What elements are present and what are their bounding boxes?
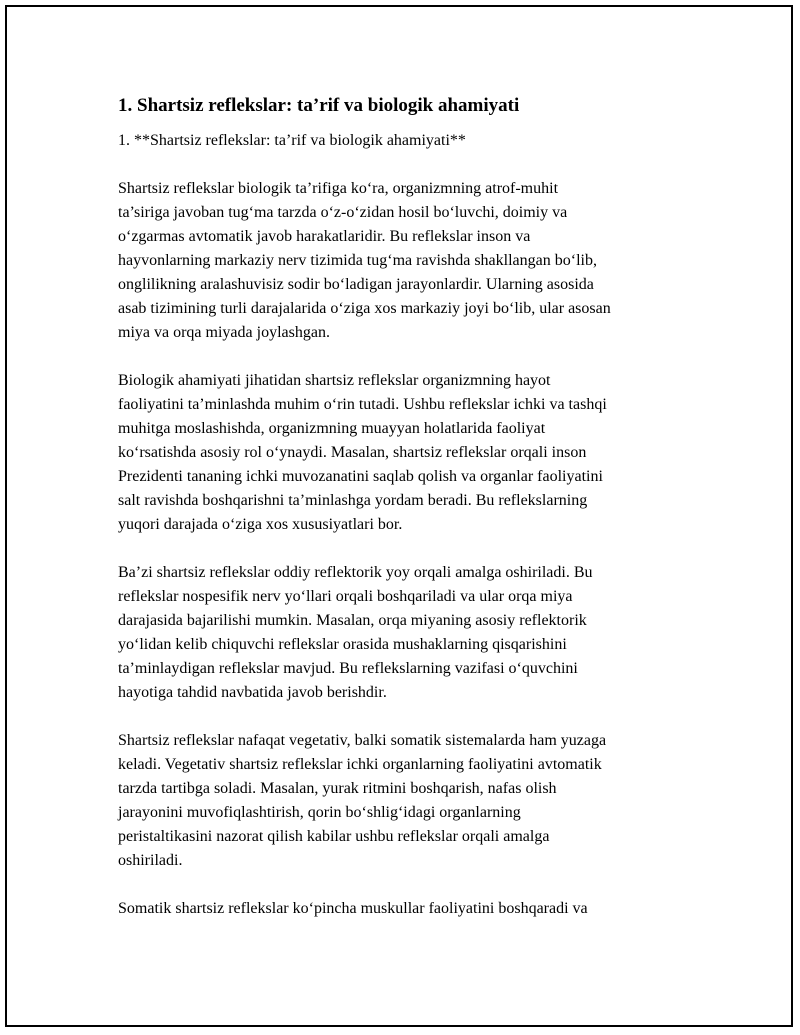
- text-line: Shartsiz reflekslar nafaqat vegetativ, balki somatik sistemalarda ham yuzaga: [118, 732, 607, 749]
- paragraph-biological-significance: [118, 369, 708, 537]
- document-body: [118, 93, 708, 945]
- text-line: o‘zgarmas avtomatik javob harakatlaridir. Bu reflekslar inson va: [118, 228, 531, 245]
- paragraph-reflex-arc: [118, 561, 708, 705]
- text-line: Prezidenti tananing ichki muvozanatini saqlab qolish va organlar faoliyatini: [118, 468, 603, 485]
- paragraph-somatic: [118, 897, 708, 921]
- text-line: salt ravishda boshqarishni ta’minlashga yordam beradi. Bu reflekslarning: [118, 492, 588, 509]
- text-line: onglilikning aralashuvisiz sodir bo‘ladigan jarayonlardir. Ularning asosida: [118, 276, 594, 293]
- section-heading: 1. Shartsiz reflekslar: ta’rif va biologik ahamiyati: [118, 95, 520, 116]
- paragraph-definition: [118, 177, 708, 345]
- paragraph-vegetative-somatic: [118, 729, 708, 873]
- text-line: Shartsiz reflekslar biologik ta’rifiga ko‘ra, organizmning atrof-muhit: [118, 180, 559, 197]
- text-line: reflekslar nospesifik nerv yo‘llari orqali boshqariladi va ular orqa miya: [118, 588, 573, 605]
- text-line: tarzda tartibga soladi. Masalan, yurak ritmini boshqarish, nafas olish: [118, 780, 557, 797]
- text-line: keladi. Vegetativ shartsiz reflekslar ichki organlarning faoliyatini avtomatik: [118, 756, 602, 773]
- text-line: Ba’zi shartsiz reflekslar oddiy reflektorik yoy orqali amalga oshiriladi. Bu: [118, 564, 593, 581]
- text-line: Somatik shartsiz reflekslar ko‘pincha muskullar faoliyatini boshqaradi va: [118, 900, 588, 917]
- text-line: ta’minlaydigan reflekslar mavjud. Bu reflekslarning vazifasi o‘quvchini: [118, 660, 578, 677]
- text-line: darajasida bajarilishi mumkin. Masalan, orqa miyaning asosiy reflektorik: [118, 612, 587, 629]
- text-line: miya va orqa miyada joylashgan.: [118, 324, 330, 341]
- text-line: peristaltikasini nazorat qilish kabilar ushbu reflekslar orqali amalga: [118, 828, 550, 845]
- text-line: Biologik ahamiyati jihatidan shartsiz reflekslar organizmning hayot: [118, 372, 551, 389]
- text-line: oshiriladi.: [118, 852, 183, 869]
- markdown-heading-line: 1. **Shartsiz reflekslar: ta’rif va biologik ahamiyati**: [118, 132, 466, 149]
- text-line: muhitga moslashishda, organizmning muayyan holatlarida faoliyat: [118, 420, 546, 437]
- text-line: ta’siriga javoban tug‘ma tarzda o‘z-o‘zidan hosil bo‘luvchi, doimiy va: [118, 204, 568, 221]
- text-line: jarayonini muvofiqlashtirish, qorin bo‘shlig‘idagi organlarning: [118, 804, 521, 821]
- text-line: asab tizimining turli darajalarida o‘ziga xos markaziy joyi bo‘lib, ular asosan: [118, 300, 611, 317]
- text-line: faoliyatini ta’minlashda muhim o‘rin tutadi. Ushbu reflekslar ichki va tashqi: [118, 396, 607, 413]
- text-line: yo‘lidan kelib chiquvchi reflekslar orasida mushaklarning qisqarishini: [118, 636, 567, 653]
- text-line: hayotiga tahdid navbatida javob berishdir.: [118, 684, 387, 701]
- text-line: yuqori darajada o‘ziga xos xususiyatlari bor.: [118, 516, 403, 533]
- text-line: ko‘rsatishda asosiy rol o‘ynaydi. Masalan, shartsiz reflekslar orqali inson: [118, 444, 587, 461]
- text-line: hayvonlarning markaziy nerv tizimida tug‘ma ravishda shakllangan bo‘lib,: [118, 252, 597, 269]
